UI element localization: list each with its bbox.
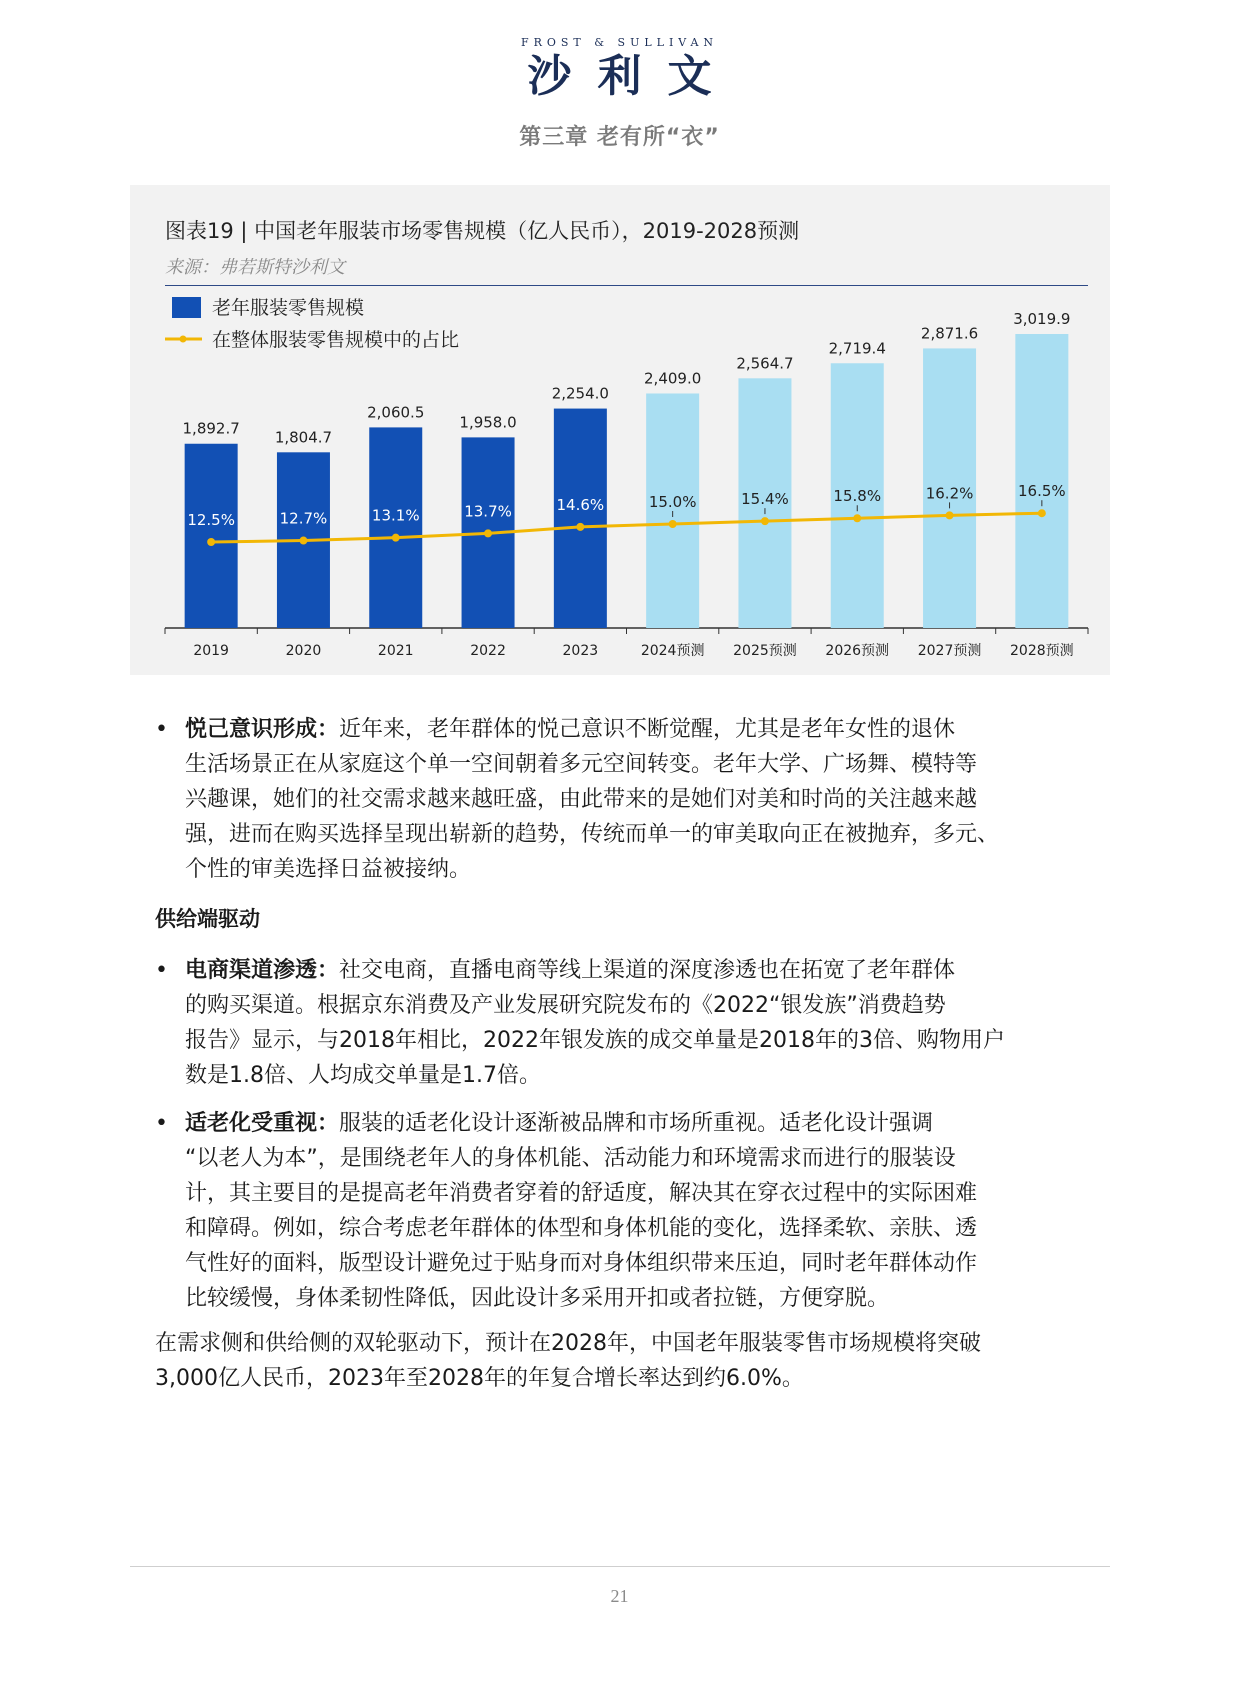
share-label: 12.5% [187, 511, 235, 529]
bullet-body [185, 953, 1105, 1093]
bar [185, 444, 238, 628]
bullet-line: 报告》显示，与2018年相比，2022年银发族的成交单量是2018年的3倍、购物用户 [185, 1028, 1005, 1053]
chapter-title: 第三章 老有所“衣” [519, 125, 720, 150]
bullet-title: 电商渠道渗透： [185, 958, 340, 983]
share-label: 14.6% [556, 495, 605, 514]
share-label: 15.4% [741, 490, 789, 509]
bullet-self-pleasing [155, 712, 1105, 887]
bullet-title: 适老化受重视： [185, 1111, 340, 1136]
bullet-line: 的购买渠道。根据京东消费及产业发展研究院发布的《2022“银发族”消费趋势 [185, 993, 946, 1018]
share-point [392, 534, 400, 542]
bullet-line: 兴趣课，她们的社交需求越来越旺盛，由此带来的是她们对美和时尚的关注越来越 [185, 787, 978, 812]
x-tick-label: 2028预测 [1010, 643, 1074, 659]
bullet-line: 数是1.8倍、人均成交单量是1.7倍。 [185, 1063, 541, 1088]
bullet-ecommerce [155, 953, 1105, 1093]
bar-value-label: 2,409.0 [644, 369, 702, 388]
bullet-line: 个性的审美选择日益被接纳。 [185, 857, 472, 882]
bullet-dot: • [155, 1111, 168, 1136]
bar-value-label: 2,060.5 [367, 403, 425, 422]
bar-value-label: 1,804.7 [274, 428, 333, 447]
x-tick-label: 2023 [562, 643, 599, 659]
bar [369, 427, 422, 628]
x-tick-label: 2022 [470, 643, 506, 659]
share-point [484, 529, 492, 537]
bullet-title: 悦己意识形成： [185, 717, 340, 742]
x-tick-label: 2027预测 [917, 643, 982, 659]
bullet-dot: • [155, 958, 168, 983]
share-line [211, 513, 1042, 542]
bar [1015, 334, 1068, 628]
bar-value-label: 3,019.9 [1013, 310, 1071, 328]
share-point [1038, 509, 1046, 517]
x-tick-label: 2026预测 [825, 643, 890, 659]
bullet-line: “以老人为本”，是围绕老年人的身体机能、活动能力和环境需求而进行的服装设 [185, 1146, 956, 1171]
bullet-elderly-design [155, 1106, 1105, 1316]
share-point [207, 538, 215, 546]
share-point [576, 523, 584, 531]
bar-value-label: 2,254.0 [551, 384, 609, 403]
chart-source: 来源：弗若斯特沙利文 [165, 257, 345, 278]
bullet-dot: • [155, 717, 168, 742]
bullet-body [185, 1106, 1105, 1316]
conclusion-line: 3,000亿人民币，2023年至2028年的年复合增长率达到约6.0%。 [155, 1366, 804, 1391]
bar-value-label: 2,719.4 [828, 339, 886, 358]
bullet-line: 和障碍。例如，综合考虑老年群体的体型和身体机能的变化，选择柔软、亲肤、透 [185, 1216, 978, 1241]
bar-value-label: 2,564.7 [736, 354, 794, 373]
bar-value-label: 2,871.6 [920, 324, 979, 343]
legend-line-marker [180, 336, 187, 343]
share-point [299, 537, 307, 545]
share-label: 13.1% [371, 506, 420, 525]
chart-panel [130, 185, 1110, 675]
bullet-line: 气性好的面料，版型设计避免过于贴身而对身体组织带来压迫，同时老年群体动作 [185, 1251, 978, 1276]
bullet-line: 近年来，老年群体的悦己意识不断觉醒，尤其是老年女性的退休 [339, 717, 956, 742]
share-label: 12.7% [279, 509, 328, 528]
legend-bar-label: 老年服装零售规模 [212, 297, 365, 319]
legend-line-label: 在整体服装零售规模中的占比 [212, 329, 460, 351]
bullet-line: 强，进而在购买选择呈现出崭新的趋势，传统而单一的审美取向正在被抛弃，多元、 [185, 822, 1000, 847]
x-tick-label: 2024预测 [640, 643, 705, 659]
share-label: 15.8% [833, 487, 882, 506]
share-label: 16.5% [1018, 482, 1066, 501]
conclusion-line: 在需求侧和供给侧的双轮驱动下，预计在2028年，中国老年服装零售市场规模将突破 [155, 1331, 981, 1356]
x-tick-label: 2019 [193, 643, 229, 659]
chart-svg [130, 185, 1110, 675]
bullet-line: 服装的适老化设计逐渐被品牌和市场所重视。适老化设计强调 [339, 1111, 934, 1136]
share-point [946, 511, 954, 519]
legend-bar-swatch [172, 297, 201, 318]
x-tick-label: 2025预测 [733, 643, 797, 659]
footer-divider [130, 1566, 1110, 1567]
share-label: 16.2% [925, 484, 974, 503]
bullet-line: 社交电商，直播电商等线上渠道的深度渗透也在拓宽了老年群体 [339, 958, 956, 983]
x-tick-label: 2020 [285, 643, 322, 659]
share-point [761, 517, 769, 525]
section-heading: 供给端驱动 [155, 907, 260, 931]
logo-english: FROST & SULLIVAN [520, 36, 719, 49]
share-point [853, 514, 861, 522]
bullet-line: 比较缓慢，身体柔韧性降低，因此设计多采用开扣或者拉链，方便穿脱。 [185, 1286, 890, 1311]
x-tick-label: 2021 [377, 643, 414, 659]
bullet-body [185, 712, 1105, 887]
bar [554, 409, 607, 628]
share-point [669, 520, 677, 528]
chart-title: 图表19 | 中国老年服装市场零售规模（亿人民币），2019-2028预测 [165, 219, 800, 243]
share-label: 13.7% [464, 502, 512, 521]
share-label: 15.0% [648, 493, 697, 511]
bar-value-label: 1,958.0 [459, 413, 517, 432]
bar-value-label: 1,892.7 [182, 419, 240, 438]
bullet-line: 计，其主要目的是提高老年消费者穿着的舒适度，解决其在穿衣过程中的实际困难 [185, 1181, 978, 1206]
conclusion-paragraph [155, 1326, 1105, 1396]
page-number: 21 [610, 1586, 629, 1606]
bullet-line: 生活场景正在从家庭这个单一空间朝着多元空间转变。老年大学、广场舞、模特等 [185, 752, 978, 777]
logo-chinese: 沙利文 [527, 51, 738, 102]
